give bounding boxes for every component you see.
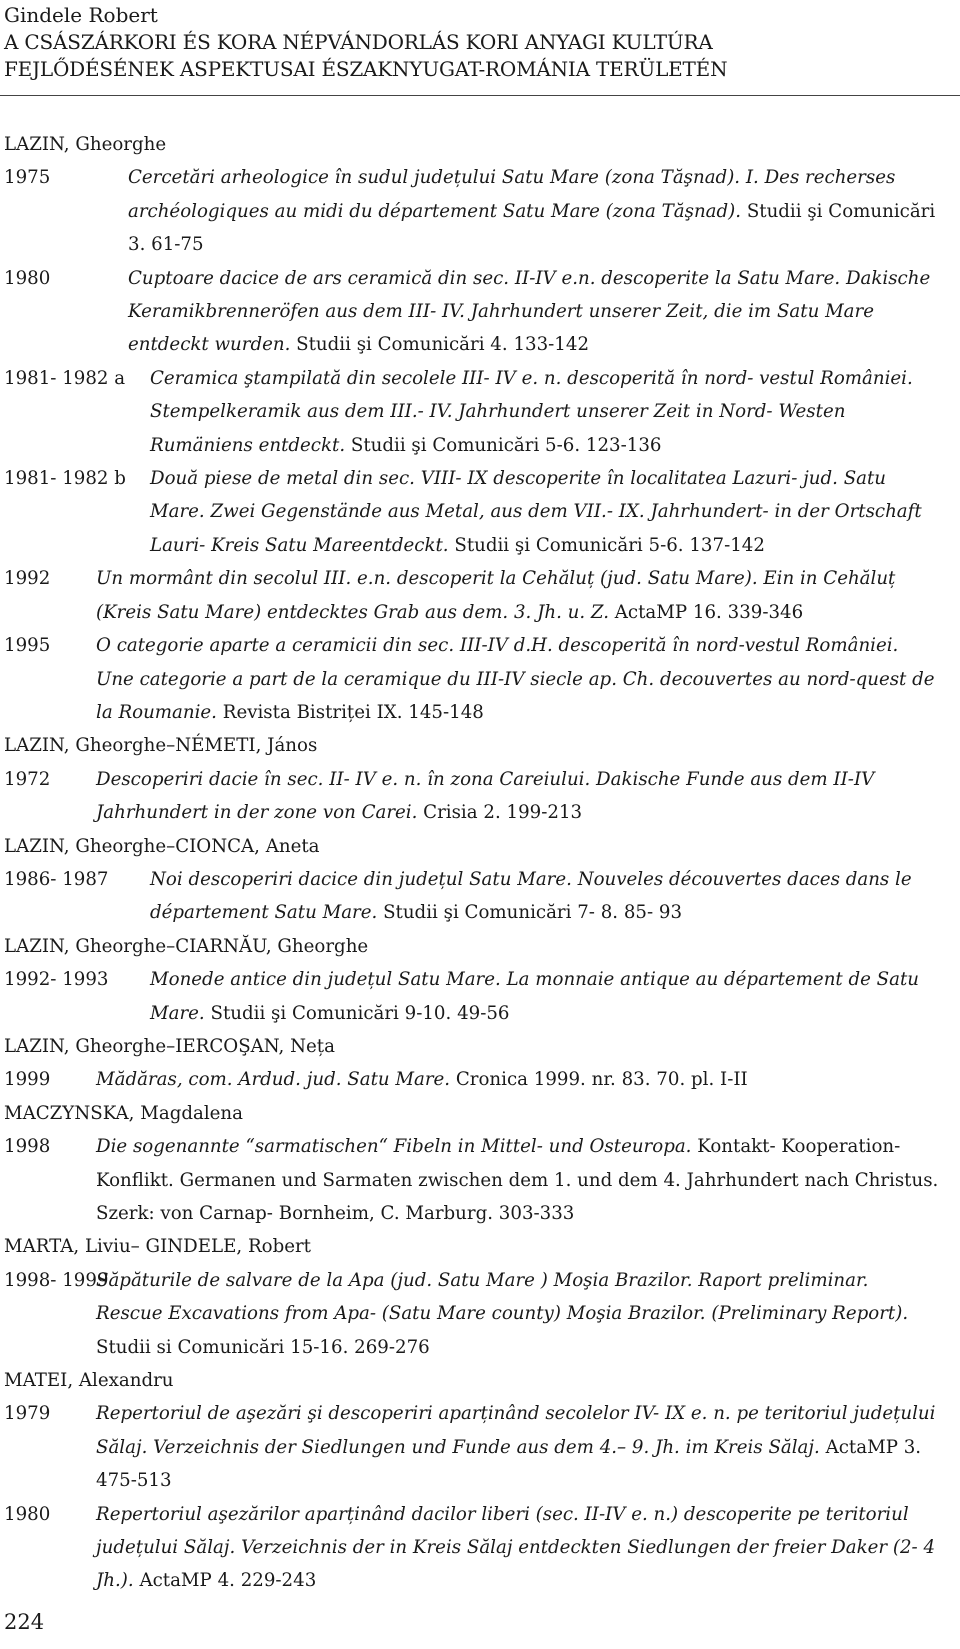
entry-citation [4,863,940,930]
header-title-line-1: A CSÁSZÁRKORI ÉS KORA NÉPVÁNDORLÁS KORI ANYAGI KULTÚRA [4,30,713,54]
author-heading: MARTA, Liviu– GINDELE, Robert [4,1236,311,1258]
bibliography-entry [4,1130,940,1230]
header-author: Gindele Robert [4,3,158,27]
entry-title: Cercetări arheologice în sudul județului Satu Mare (zona Tăşnad). I. Des recherses archéologiques au midi du département Satu Mare (zona Tăşnad). [128,167,896,222]
entry-title: Noi descoperiri dacice din județul Satu Mare. Nouveles découvertes daces dans le département Satu Mare. [150,868,912,924]
running-header [4,2,944,83]
author-heading: LAZIN, Gheorghe [4,134,167,155]
entry-year: 1992- 1993 [4,969,109,991]
entry-source: Studii si Comunicări 15-16. 269-276 [96,1336,430,1358]
entry-year: 1980 [4,267,51,289]
entry-title: Cuptoare dacice de ars ceramică din sec. II-IV e.n. descoperite la Satu Mare. Dakische Keramikbrenneröfen aus dem III- IV. Jahrhundert unserer Zeit, die im Satu Mare entdeckt wurden. [128,267,931,356]
bibliography-entry [4,1264,940,1364]
author-heading: MACZYNSKA, Magdalena [4,1102,243,1124]
entry-source: Cronica 1999. nr. 83. 70. pl. I-II [450,1069,748,1091]
entry-title: Die sogenannte “sarmatischen“ Fibeln in Mittel- und Osteuropa. [96,1136,692,1158]
entry-title: Repertoriul de aşezări şi descoperiri aparținând secolelor IV- IX e. n. pe teritoriul județului Sălaj. Verzeichnis der Siedlungen und Funde aus dem 4.– 9. Jh. im Kreis Sălaj. [96,1403,936,1458]
entry-citation [4,1130,940,1230]
entry-citation [4,629,940,729]
entry-year: 1995 [4,635,51,657]
entry-title: Repertoriul aşezărilor aparținând dacilor liberi (sec. II-IV e. n.) descoperite pe teritoriul județului Sălaj. Verzeichnis der in Kreis Sălaj entdeckten Siedlungen der freier Daker (2- 4 Jh.). [96,1503,936,1592]
entry-citation [4,963,940,1030]
bibliography-entry [4,362,940,462]
bibliography-entry [4,1063,940,1096]
page-number: 224 [4,1610,45,1634]
bibliography-entry [4,262,940,362]
entry-year: 1980 [4,1503,51,1525]
entry-citation [4,1264,940,1364]
entry-source: ActaMP 4. 229-243 [133,1570,317,1592]
entry-source: Studii şi Comunicări 7- 8. 85- 93 [377,902,683,924]
bibliography-entry [4,462,940,562]
entry-citation [4,262,940,362]
entry-citation [4,362,940,462]
bibliography-entry [4,161,940,261]
entry-title: Un mormânt din secolul III. e.n. descoperit la Cehăluț (jud. Satu Mare). Ein in Cehăluț (Kreis Satu Mare) entdecktes Grab aus dem. 3. Jh. u. Z. [96,568,896,623]
entry-citation [4,763,940,830]
bibliography-entry [4,863,940,930]
bibliography-entry [4,629,940,729]
entry-source: ActaMP 3. 475-513 [96,1436,922,1492]
entry-year: 1999 [4,1069,51,1091]
entry-year: 1986- 1987 [4,868,109,890]
author-heading: LAZIN, Gheorghe–CIONCA, Aneta [4,835,320,857]
bibliography-entry [4,1397,940,1497]
entry-citation [4,562,940,629]
entry-citation [4,462,940,562]
header-title-line-2: FEJLŐDÉSÉNEK ASPEKTUSAI ÉSZAKNYUGAT-ROMÁNIA TERÜLETÉN [4,57,728,81]
bibliography-entry [4,562,940,629]
entry-title: Două piese de metal din sec. VIII- IX descoperite în localitatea Lazuri- jud. Satu Mare. Zwei Gegenstände aus Metal, aus dem VII.- IX. Jahrhundert- in der Ortschaft Lauri- Kreis Satu Mareentdeckt. [150,468,922,556]
bibliography-entry [4,763,940,830]
author-heading: LAZIN, Gheorghe–CIARNĂU, Gheorghe [4,935,369,957]
author-heading: MATEI, Alexandru [4,1370,174,1392]
entry-year: 1979 [4,1403,51,1425]
entry-source: Studii şi Comunicări 5-6. 123-136 [345,434,662,456]
entry-source: Kontakt- Kooperation- Konflikt. Germanen und Sarmaten zwischen dem 1. und dem 4. Jahrhundert nach Christus. Szerk: von Carnap- Bornheim, C. Marburg. 303-333 [96,1136,939,1224]
entry-citation [4,1397,940,1497]
entry-source: Crisia 2. 199-213 [417,802,583,824]
entry-source: Studii şi Comunicări 5-6. 137-142 [448,534,765,556]
entry-year: 1981- 1982 b [4,468,126,490]
entry-title: O categorie aparte a ceramicii din sec. III-IV d.H. descoperită în nord-vestul României. Une categorie a part de la ceramique du III-IV siecle ap. Ch. decouvertes au nord-quest de la Roumanie. [96,635,935,723]
author-heading: LAZIN, Gheorghe–IERCOŞAN, Neța [4,1035,335,1057]
bibliography-entry [4,963,940,1030]
header-rule [0,95,960,96]
entry-citation [4,1063,940,1096]
entry-source: Revista Bistriței IX. 145-148 [216,701,484,723]
entry-title: Săpăturile de salvare de la Apa (jud. Satu Mare ) Moşia Brazilor. Raport preliminar. Rescue Excavations from Apa- (Satu Mare county) Moşia Brazilor. (Preliminary Report). [96,1269,909,1325]
entry-source: Studii şi Comunicări 3. 61-75 [128,200,936,256]
entry-year: 1975 [4,167,51,189]
entry-source: Studii şi Comunicări 4. 133-142 [290,334,590,356]
author-heading: LAZIN, Gheorghe–NÉMETI, János [4,735,318,757]
entry-year: 1972 [4,768,51,790]
entry-source: Studii şi Comunicări 9-10. 49-56 [204,1002,510,1024]
entry-citation [4,1498,940,1598]
entry-year: 1998 [4,1136,51,1158]
bibliography-entry [4,1498,940,1598]
entry-source: ActaMP 16. 339-346 [609,601,804,623]
bibliography-list [4,128,940,1598]
entry-year: 1981- 1982 a [4,367,126,389]
entry-title: Descoperiri dacie în sec. II- IV e. n. în zona Careiului. Dakische Funde aus dem II-IV Jahrhundert in der zone von Carei. [96,768,875,824]
entry-title: Mădăras, com. Ardud. jud. Satu Mare. [96,1069,451,1091]
entry-year: 1992 [4,568,51,590]
entry-title: Monede antice din județul Satu Mare. La monnaie antique au département de Satu Mare. [150,969,920,1024]
entry-year: 1998- 1999 [4,1269,109,1291]
entry-title: Ceramica ştampilată din secolele III- IV e. n. descoperită în nord- vestul României. Stempelkeramik aus dem III.- IV. Jahrhundert unserer Zeit in Nord- Westen Rumäniens entdeckt. [150,367,913,456]
entry-citation [4,161,940,261]
